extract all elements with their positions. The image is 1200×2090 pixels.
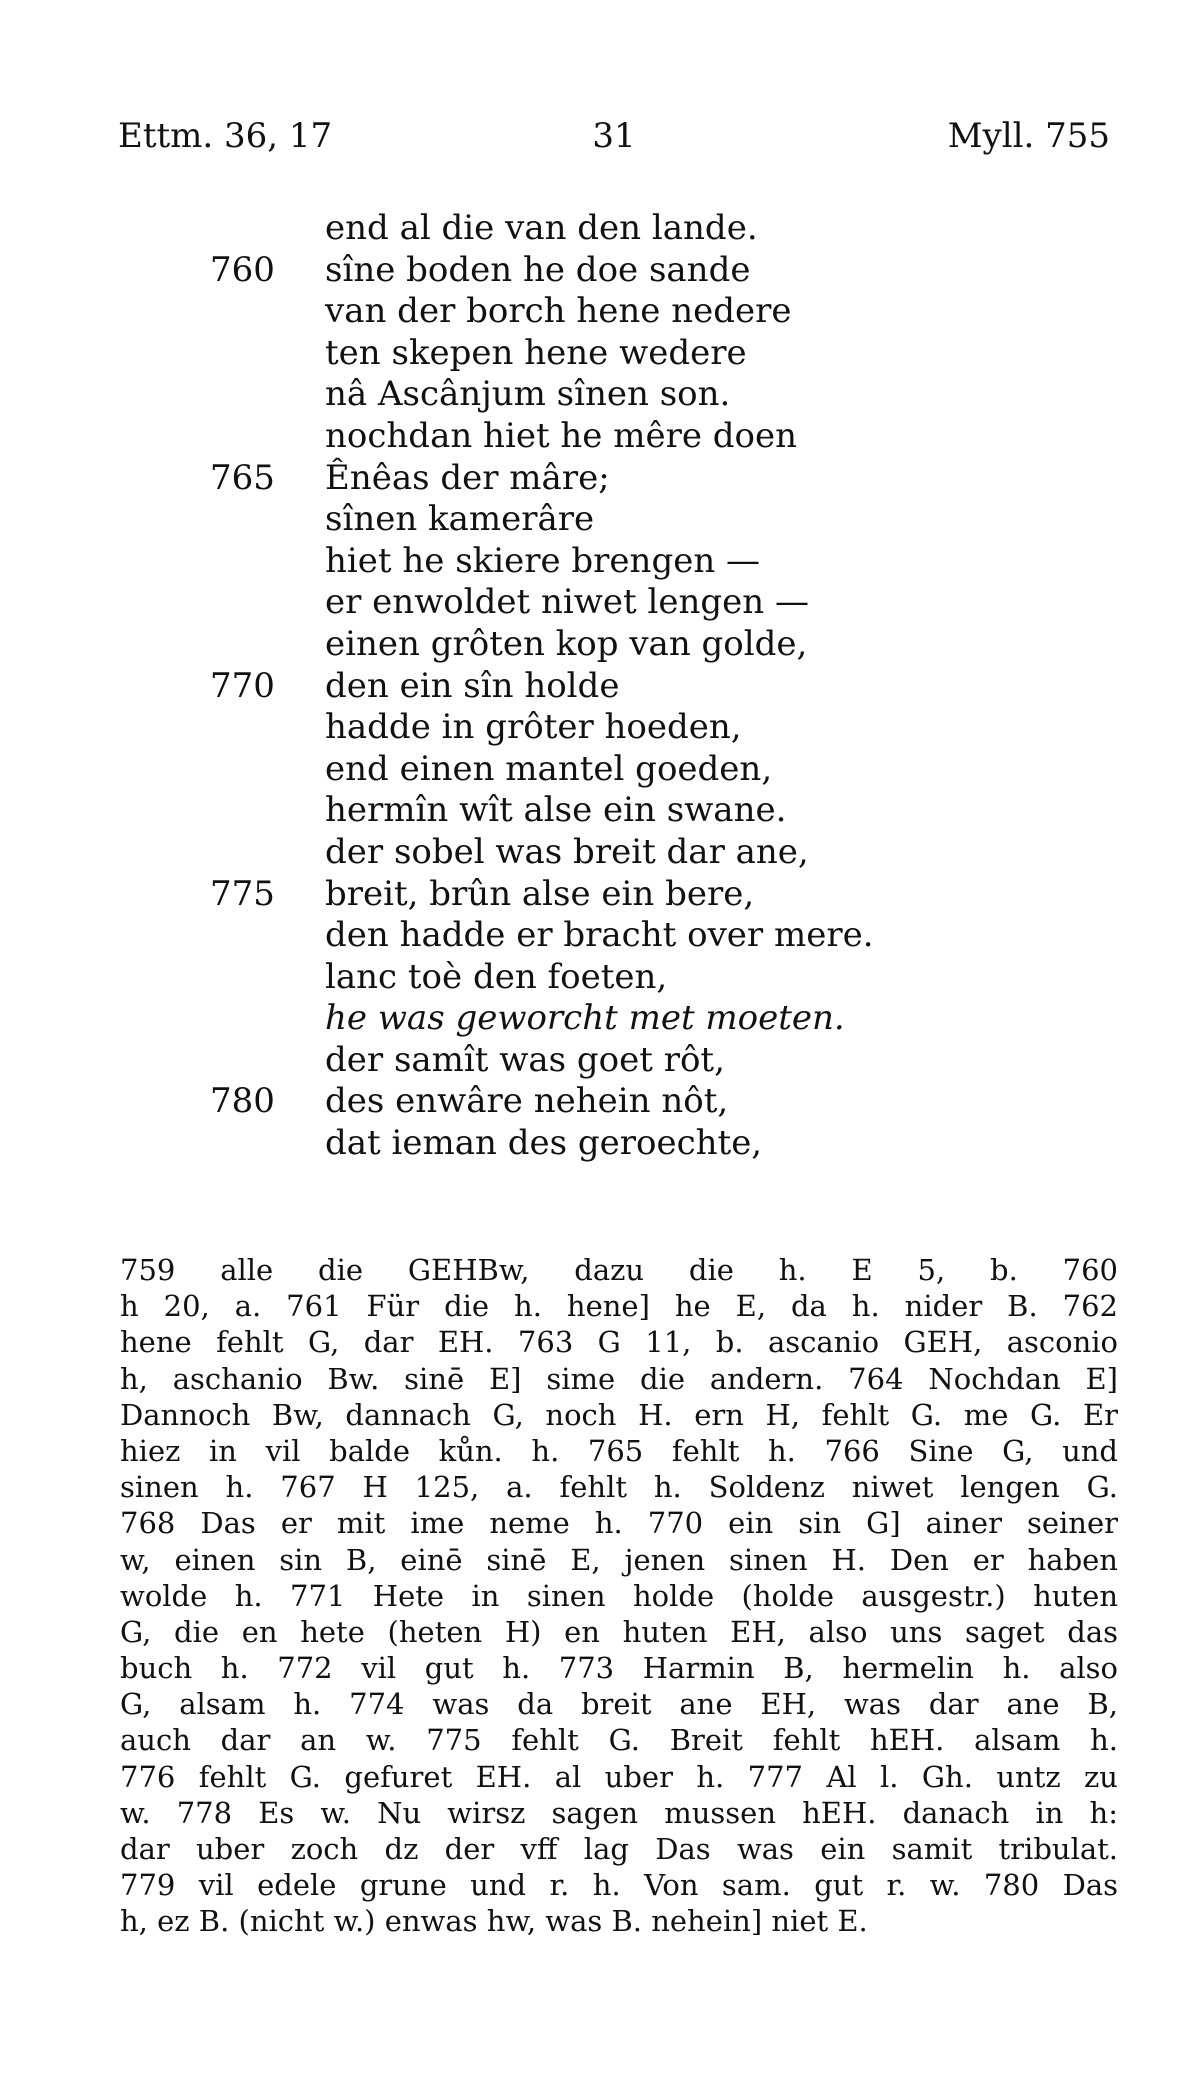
line-number: 780	[210, 1081, 275, 1122]
verse-line	[210, 1123, 910, 1165]
apparatus-line: sinen h. 767 H 125, a. fehlt h. Soldenz niwet lengen G.	[120, 1470, 1118, 1505]
verse-line	[210, 666, 910, 708]
apparatus-line: 776 fehlt G. gefuret EH. al uber h. 777 Al l. Gh. untz zu	[120, 1759, 1118, 1794]
verse-line-text: he was geworcht met moeten.	[325, 998, 845, 1039]
verse-line-text: den ein sîn holde	[325, 665, 620, 706]
line-number: 775	[210, 873, 275, 914]
verse-line	[210, 1040, 910, 1082]
apparatus-line: hiez in vil balde kůn. h. 765 fehlt h. 766 Sine G, und	[120, 1433, 1118, 1468]
verse-line-text: hadde in grôter hoeden,	[325, 707, 742, 748]
apparatus-line: G, die en hete (heten H) en huten EH, also uns saget das	[120, 1614, 1118, 1649]
apparatus-line: auch dar an w. 775 fehlt G. Breit fehlt hEH. alsam h.	[120, 1723, 1118, 1758]
verse-line-text: lanc toè den foeten,	[325, 956, 668, 997]
apparatus-line: buch h. 772 vil gut h. 773 Harmin B, hermelin h. also	[120, 1651, 1118, 1686]
verse-line-text: ten skepen hene wedere	[325, 332, 747, 373]
verse-line	[210, 541, 910, 583]
verse-line	[210, 790, 910, 832]
verse-line-text: nochdan hiet he mêre doen	[325, 415, 798, 456]
apparatus-line: w. 778 Es w. Nu wirsz sagen mussen hEH. danach in h:	[120, 1795, 1118, 1830]
verse-line-text: der sobel was breit dar ane,	[325, 831, 809, 872]
verse-line	[210, 707, 910, 749]
verse-line-text: breit, brûn alse ein bere,	[325, 873, 755, 914]
verse-line-text: nâ Ascânjum sînen son.	[325, 374, 731, 415]
verse-line-text: end al die van den lande.	[325, 208, 758, 248]
verse-line	[210, 582, 910, 624]
verse-line	[210, 1081, 910, 1123]
verse-line-text: er enwoldet niwet lengen —	[325, 582, 809, 623]
verse-line-text: hermîn wît alse ein swane.	[325, 790, 787, 831]
verse-line-text: dat ieman des geroechte,	[325, 1123, 763, 1164]
apparatus-line: h, aschanio Bw. sinē E] sime die andern. 764 Nochdan E]	[120, 1361, 1118, 1396]
verse-line-text: den hadde er bracht over mere.	[325, 915, 874, 956]
line-number: 765	[210, 457, 275, 498]
verse-line-text: van der borch hene nedere	[325, 291, 792, 332]
apparatus-line: 768 Das er mit ime neme h. 770 ein sin G] ainer seiner	[120, 1506, 1118, 1541]
apparatus-line: 779 vil edele grune und r. h. Von sam. gut r. w. 780 Das	[120, 1868, 1118, 1903]
verse-text	[210, 208, 910, 1165]
apparatus-line: Dannoch Bw, dannach G, noch H. ern H, fehlt G. me G. Er	[120, 1397, 1118, 1432]
apparatus-line: dar uber zoch dz der vff lag Das was ein samit tribulat.	[120, 1832, 1118, 1866]
apparatus-line: h 20, a. 761 Für die h. hene] he E, da h. nider B. 762	[120, 1289, 1118, 1324]
verse-line	[210, 250, 910, 292]
verse-line-text: sîne boden he doe sande	[325, 249, 751, 290]
verse-line-text: Ênêas der mâre;	[325, 457, 610, 498]
running-head-left: Ettm. 36, 17	[118, 116, 333, 156]
verse-line	[210, 499, 910, 541]
verse-line	[210, 832, 910, 874]
verse-line	[210, 333, 910, 375]
verse-line	[210, 458, 910, 500]
verse-line	[210, 998, 910, 1040]
verse-line	[210, 749, 910, 791]
verse-line	[210, 208, 910, 250]
verse-line	[210, 291, 910, 333]
verse-line	[210, 374, 910, 416]
verse-line-text: sînen kamerâre	[325, 499, 595, 540]
verse-line-text: einen grôten kop van golde,	[325, 623, 808, 664]
verse-line	[210, 874, 910, 916]
verse-line-text: der samît was goet rôt,	[325, 1039, 725, 1080]
apparatus-line: h, ez B. (nicht w.) enwas hw, was B. nehein] niet E.	[120, 1904, 868, 1939]
apparatus-line: 759 alle die GEHBw, dazu die h. E 5, b. 760	[120, 1253, 1118, 1287]
apparatus-line: w, einen sin B, einē sinē E, jenen sinen H. Den er haben	[120, 1542, 1118, 1577]
line-number: 760	[210, 249, 275, 290]
verse-line-text: end einen mantel goeden,	[325, 748, 773, 789]
verse-line-text: hiet he skiere brengen —	[325, 540, 761, 581]
apparatus-line: wolde h. 771 Hete in sinen holde (holde ausgestr.) huten	[120, 1578, 1118, 1613]
verse-line-text: des enwâre nehein nôt,	[325, 1081, 729, 1122]
apparatus-line: hene fehlt G, dar EH. 763 G 11, b. ascanio GEH, asconio	[120, 1325, 1118, 1360]
verse-line	[210, 624, 910, 666]
verse-line	[210, 957, 910, 999]
line-number: 770	[210, 665, 275, 706]
critical-apparatus	[120, 1252, 1118, 1940]
page-number: 31	[592, 116, 636, 156]
verse-line	[210, 416, 910, 458]
page-header	[118, 112, 1110, 160]
verse-line	[210, 915, 910, 957]
running-head-right: Myll. 755	[947, 116, 1110, 156]
apparatus-line: G, alsam h. 774 was da breit ane EH, was dar ane B,	[120, 1687, 1118, 1722]
